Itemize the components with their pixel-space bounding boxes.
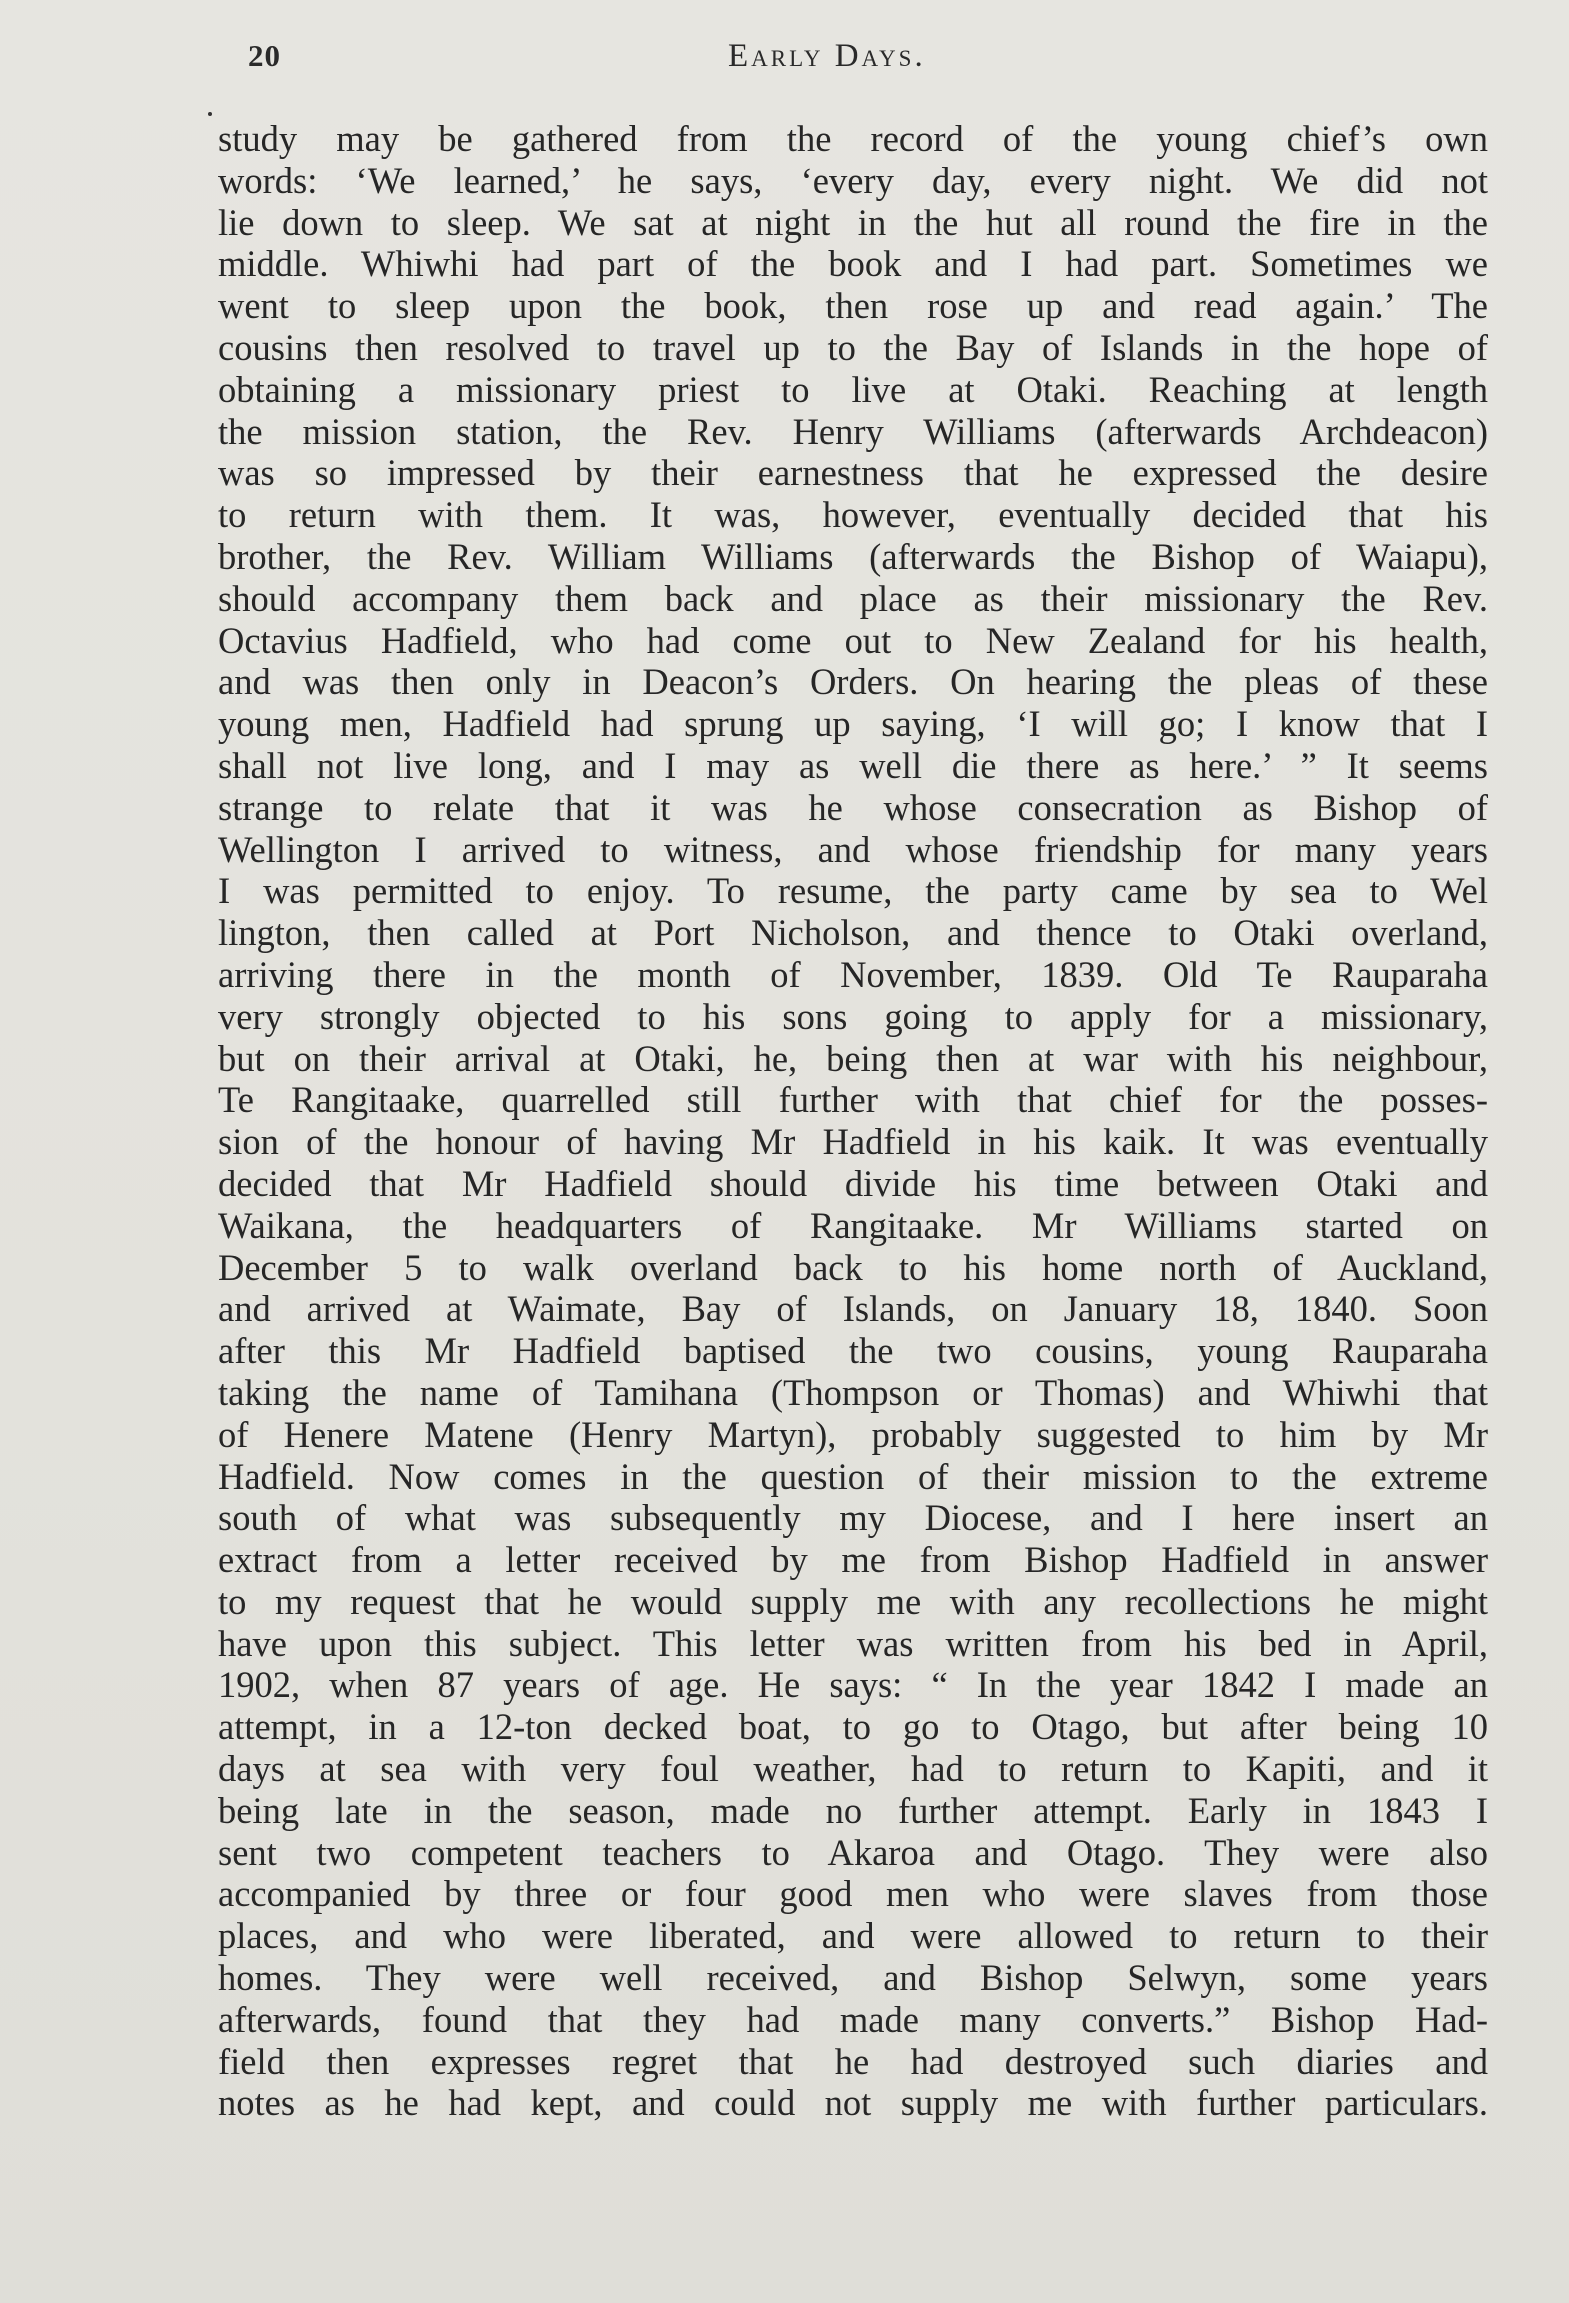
text-line: lington, then called at Port Nicholson, and thence to Otaki overland, xyxy=(218,912,1488,954)
text-line: sion of the honour of having Mr Hadfield in his kaik. It was eventually xyxy=(218,1121,1488,1163)
text-line: Te Rangitaake, quarrelled still further with that chief for the posses- xyxy=(218,1079,1488,1121)
text-line: obtaining a missionary priest to live at Otaki. Reaching at length xyxy=(218,368,1488,410)
text-line: shall not live long, and I may as well die there as here.’ ” It seems xyxy=(218,744,1488,786)
text-line: Octavius Hadfield, who had come out to New Zealand for his health, xyxy=(218,619,1488,661)
text-line: afterwards, found that they had made many converts.” Bishop Had- xyxy=(218,1998,1488,2040)
text-line: extract from a letter received by me from Bishop Hadfield in answer xyxy=(218,1539,1488,1581)
text-line: to my request that he would supply me with any recollections he might xyxy=(218,1580,1488,1622)
text-line: Waikana, the headquarters of Rangitaake. Mr Williams started on xyxy=(218,1204,1488,1246)
text-line: of Henere Matene (Henry Martyn), probably suggested to him by Mr xyxy=(218,1413,1488,1455)
text-line: middle. Whiwhi had part of the book and I had part. Sometimes we xyxy=(218,243,1488,285)
page-number: 20 xyxy=(248,38,281,73)
text-line: words: ‘We learned,’ he says, ‘every day, every night. We did not xyxy=(218,159,1488,201)
text-line: field then expresses regret that he had destroyed such diaries and xyxy=(218,2040,1488,2082)
text-line: Wellington I arrived to witness, and whose friendship for many years xyxy=(218,828,1488,870)
text-line: went to sleep upon the book, then rose up and read again.’ The xyxy=(218,285,1488,327)
text-line: should accompany them back and place as their missionary the Rev. xyxy=(218,577,1488,619)
text-line: being late in the season, made no further attempt. Early in 1843 I xyxy=(218,1789,1488,1831)
text-line: very strongly objected to his sons going to apply for a missionary, xyxy=(218,995,1488,1037)
text-line: brother, the Rev. William Williams (afterwards the Bishop of Waiapu), xyxy=(218,535,1488,577)
margin-mark xyxy=(208,112,212,116)
text-line: study may be gathered from the record of the young chief’s own xyxy=(218,118,1488,159)
running-title: Early Days. xyxy=(728,38,926,74)
text-line: have upon this subject. This letter was written from his bed in April, xyxy=(218,1622,1488,1664)
text-line: taking the name of Tamihana (Thompson or Thomas) and Whiwhi that xyxy=(218,1371,1488,1413)
text-line: the mission station, the Rev. Henry Williams (afterwards Archdeacon) xyxy=(218,410,1488,452)
text-line: and was then only in Deacon’s Orders. On hearing the pleas of these xyxy=(218,661,1488,703)
text-line: homes. They were well received, and Bishop Selwyn, some years xyxy=(218,1957,1488,1999)
text-line: south of what was subsequently my Diocese, and I here insert an xyxy=(218,1497,1488,1539)
text-line: days at sea with very foul weather, had to return to Kapiti, and it xyxy=(218,1748,1488,1790)
text-line: I was permitted to enjoy. To resume, the party came by sea to Wel xyxy=(218,870,1488,912)
text-line: strange to relate that it was he whose consecration as Bishop of xyxy=(218,786,1488,828)
text-line: cousins then resolved to travel up to the Bay of Islands in the hope of xyxy=(218,326,1488,368)
text-line: young men, Hadfield had sprung up saying, ‘I will go; I know that I xyxy=(218,703,1488,745)
text-line: arriving there in the month of November, 1839. Old Te Rauparaha xyxy=(218,953,1488,995)
text-line: notes as he had kept, and could not supply me with further particulars. xyxy=(218,2082,1488,2124)
text-line: attempt, in a 12-ton decked boat, to go to Otago, but after being 10 xyxy=(218,1706,1488,1748)
text-line: was so impressed by their earnestness that he expressed the desire xyxy=(218,452,1488,494)
page-header xyxy=(248,38,1480,88)
text-line: decided that Mr Hadfield should divide his time between Otaki and xyxy=(218,1162,1488,1204)
text-line: sent two competent teachers to Akaroa and Otago. They were also xyxy=(218,1831,1488,1873)
text-line: accompanied by three or four good men who were slaves from those xyxy=(218,1873,1488,1915)
body-text xyxy=(218,118,1488,2124)
text-line: but on their arrival at Otaki, he, being then at war with his neighbour, xyxy=(218,1037,1488,1079)
text-line: December 5 to walk overland back to his home north of Auckland, xyxy=(218,1246,1488,1288)
text-line: to return with them. It was, however, eventually decided that his xyxy=(218,494,1488,536)
text-line: and arrived at Waimate, Bay of Islands, on January 18, 1840. Soon xyxy=(218,1288,1488,1330)
text-line: lie down to sleep. We sat at night in the hut all round the fire in the xyxy=(218,201,1488,243)
text-line: after this Mr Hadfield baptised the two cousins, young Rauparaha xyxy=(218,1330,1488,1372)
text-line: places, and who were liberated, and were allowed to return to their xyxy=(218,1915,1488,1957)
text-line: Hadfield. Now comes in the question of their mission to the extreme xyxy=(218,1455,1488,1497)
text-line: 1902, when 87 years of age. He says: “ In the year 1842 I made an xyxy=(218,1664,1488,1706)
